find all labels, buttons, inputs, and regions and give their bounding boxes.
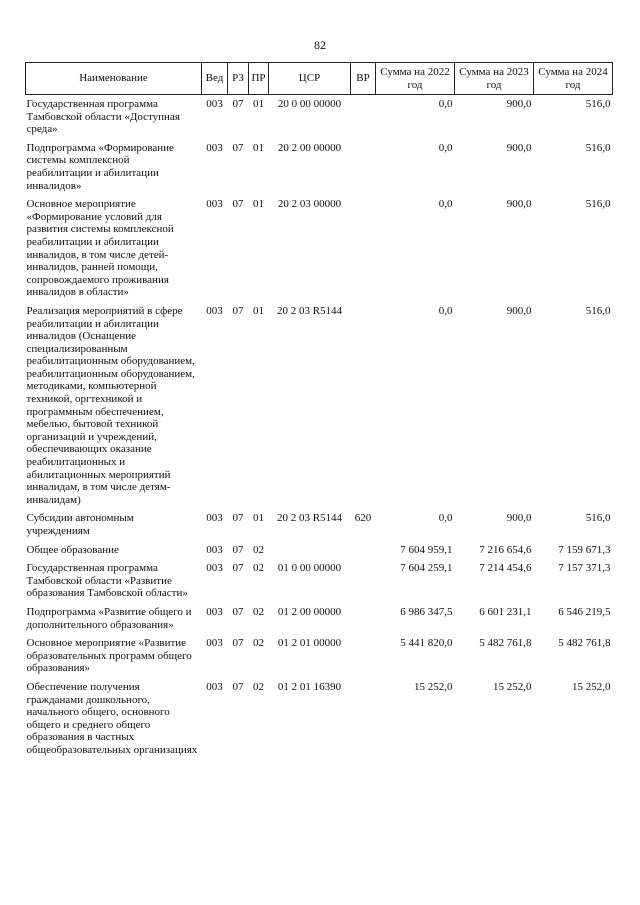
row-vr (351, 195, 376, 302)
row-name: Государственная программа Тамбовской области «Развитие образования Тамбовской области» (26, 562, 188, 600)
row-2022: 0,0 (438, 98, 453, 110)
row-ved: 003 (206, 562, 223, 575)
row-ved: 003 (206, 304, 223, 317)
row-vr (351, 541, 376, 560)
row-name: Подпрограмма «Развитие общего и дополнительного образования» (26, 605, 192, 631)
row-rz: 07 (232, 198, 244, 211)
row-name: Субсидии автономным учреждениям (26, 512, 134, 537)
row-2022: 0,0 (438, 141, 453, 154)
table-row (26, 195, 613, 302)
row-rz: 07 (232, 141, 244, 154)
row-csr: 01 2 01 16390 (277, 680, 342, 693)
row-2023: 5 482 761,8 (479, 637, 532, 650)
header-2022: Сумма на 2022 год (376, 63, 455, 95)
page-number: 82 (314, 38, 326, 52)
row-vr (351, 559, 376, 603)
header-pr: ПР (249, 63, 269, 95)
row-vr (351, 302, 376, 510)
row-2024: 7 159 671,3 (558, 543, 611, 556)
row-csr: 01 2 01 00000 (277, 637, 342, 650)
row-2024: 516,0 (585, 512, 611, 525)
row-pr: 02 (253, 637, 264, 650)
row-2023: 7 214 454,6 (479, 562, 532, 575)
row-name: Реализация мероприятий в сфере реабилитации и абилитации инвалидов (Оснащение специализированным реабилитационным оборудованием, реабилитационным оборудованием, методиками, компьютерной техникой, оргтехникой и программным обеспечением, мебелью, бытовой техникой организаций и учреждений, обеспечивающих оказание реабилитационных и абилитационных мероприятий инвалидам, в том числе детям-инвалидам) (26, 304, 195, 506)
row-vr: 620 (354, 512, 372, 525)
row-ved: 003 (206, 637, 223, 650)
row-2023: 900,0 (506, 304, 532, 317)
row-rz: 07 (232, 512, 244, 525)
header-ved: Вед (202, 63, 228, 95)
row-2022: 5 441 820,0 (400, 637, 453, 650)
row-csr: 20 0 00 00000 (277, 98, 342, 110)
row-csr: 20 2 03 00000 (277, 198, 342, 211)
budget-table (25, 62, 613, 760)
row-csr: 20 2 00 00000 (277, 141, 342, 154)
row-csr: 20 2 03 R5144 (276, 304, 343, 317)
row-vr (351, 634, 376, 678)
table-header (26, 63, 613, 95)
header-vr: ВР (351, 63, 376, 95)
row-pr: 01 (253, 198, 264, 211)
row-name: Государственная программа Тамбовской области «Доступная среда» (26, 98, 180, 136)
row-2024: 516,0 (585, 141, 611, 154)
table-row (26, 509, 613, 540)
row-name: Подпрограмма «Формирование системы комплексной реабилитации и абилитации инвалидов» (26, 141, 174, 192)
row-csr (269, 541, 351, 560)
row-vr (351, 678, 376, 760)
row-pr: 02 (253, 605, 264, 618)
row-pr: 01 (253, 512, 264, 525)
table-row (26, 95, 613, 139)
row-ved: 003 (206, 543, 223, 556)
table-row (26, 139, 613, 195)
table-row (26, 603, 613, 634)
row-2024: 516,0 (585, 98, 611, 110)
row-name: Обеспечение получения гражданами дошкольного, начального общего, основного общего и среднего общего образования в частных общеобразовательных организациях (26, 680, 198, 756)
row-vr (351, 139, 376, 195)
row-name: Общее образование (26, 543, 119, 556)
row-pr: 02 (253, 543, 264, 556)
row-2023: 900,0 (506, 198, 532, 211)
row-rz: 07 (232, 562, 244, 575)
row-pr: 01 (253, 98, 264, 110)
row-2022: 0,0 (438, 198, 453, 211)
table-row (26, 302, 613, 510)
table-row (26, 634, 613, 678)
row-pr: 01 (253, 141, 264, 154)
row-2024: 15 252,0 (572, 680, 611, 693)
row-vr (351, 95, 376, 139)
row-csr: 01 2 00 00000 (277, 605, 342, 618)
header-2023: Сумма на 2023 год (455, 63, 534, 95)
row-vr (351, 603, 376, 634)
table-row (26, 678, 613, 760)
row-ved: 003 (206, 141, 223, 154)
row-2024: 5 482 761,8 (558, 637, 611, 650)
row-2023: 6 601 231,1 (479, 605, 532, 618)
row-rz: 07 (232, 98, 244, 110)
row-2024: 516,0 (585, 198, 611, 211)
row-pr: 01 (253, 304, 264, 317)
row-rz: 07 (232, 543, 244, 556)
row-rz: 07 (232, 304, 244, 317)
row-2022: 6 986 347,5 (400, 605, 453, 618)
row-2023: 900,0 (506, 98, 532, 110)
row-name: Основное мероприятие «Формирование условий для развития системы комплексной реабилитации и абилитации инвалидов, в том числе детей-инвалидов, ранней помощи, сопровождаемого проживания инвалидов в области» (26, 198, 174, 299)
row-ved: 003 (206, 605, 223, 618)
row-name: Основное мероприятие «Развитие образовательных программ общего образования» (26, 637, 192, 675)
row-2022: 0,0 (438, 304, 453, 317)
header-2024: Сумма на 2024 год (534, 63, 613, 95)
row-pr: 02 (253, 562, 264, 575)
row-ved: 003 (206, 98, 223, 110)
row-2023: 900,0 (506, 512, 532, 525)
row-ved: 003 (206, 680, 223, 693)
row-csr: 20 2 03 R5144 (276, 512, 343, 525)
table-row (26, 559, 613, 603)
row-pr: 02 (253, 680, 264, 693)
table-row (26, 541, 613, 560)
row-rz: 07 (232, 637, 244, 650)
row-csr: 01 0 00 00000 (277, 562, 342, 575)
row-2022: 7 604 259,1 (400, 562, 453, 575)
row-2022: 0,0 (438, 512, 453, 525)
row-2024: 7 157 371,3 (558, 562, 611, 575)
row-ved: 003 (206, 198, 223, 211)
row-2023: 900,0 (506, 141, 532, 154)
row-2024: 6 546 219,5 (558, 605, 611, 618)
header-csr: ЦСР (269, 63, 351, 95)
row-rz: 07 (232, 605, 244, 618)
header-rz: РЗ (228, 63, 249, 95)
header-name: Наименование (26, 63, 202, 95)
row-2023: 7 216 654,6 (479, 543, 532, 556)
row-ved: 003 (206, 512, 223, 525)
row-2022: 15 252,0 (414, 680, 453, 693)
row-2024: 516,0 (585, 304, 611, 317)
row-2023: 15 252,0 (493, 680, 532, 693)
row-rz: 07 (232, 680, 244, 693)
row-2022: 7 604 959,1 (400, 543, 453, 556)
